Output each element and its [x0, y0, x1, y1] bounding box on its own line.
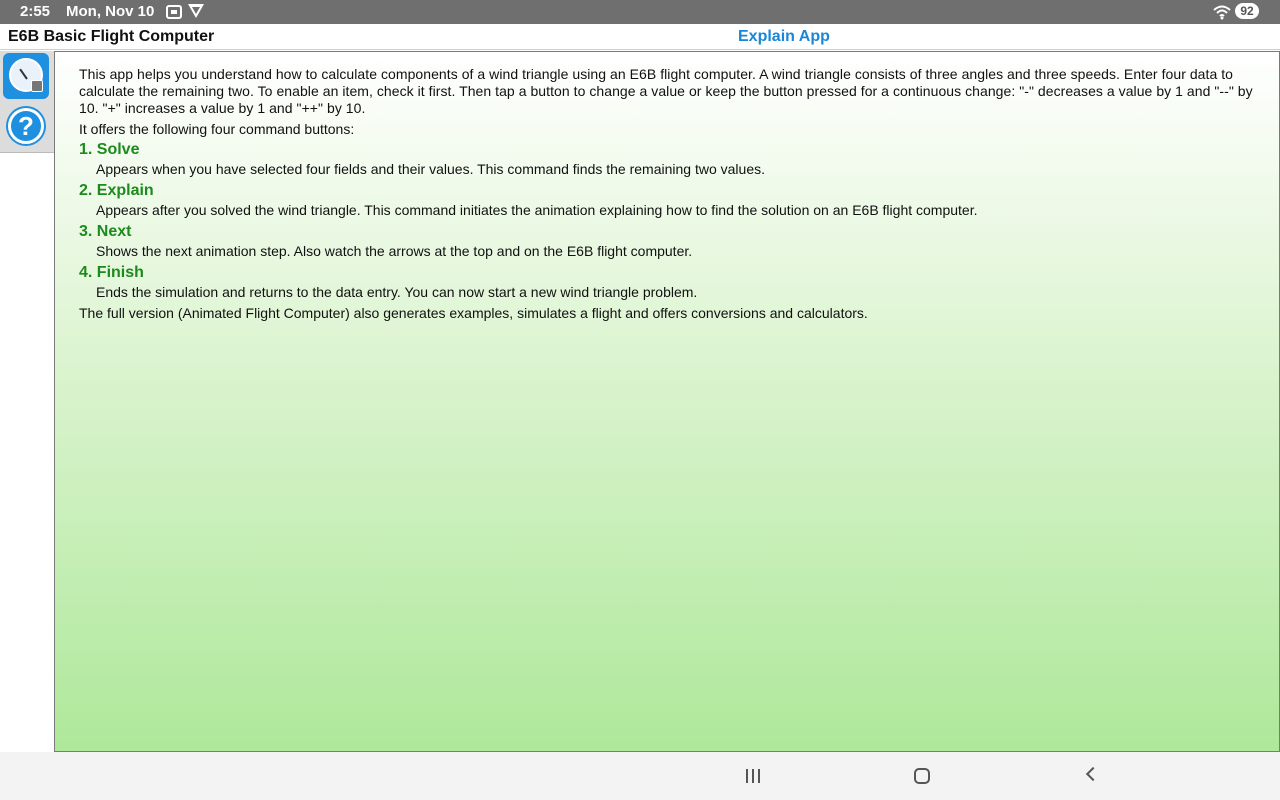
command-heading-next: 3. Next	[79, 223, 132, 240]
content-panel	[54, 51, 1280, 752]
battery-badge: 92	[1235, 3, 1259, 19]
status-bar	[0, 0, 1280, 24]
command-description-finish: Ends the simulation and returns to the data entry. You can now start a new wind triangle problem.	[96, 284, 698, 300]
screenshot-icon	[166, 5, 182, 19]
footer-paragraph: The full version (Animated Flight Computer) also generates examples, simulates a flight and offers conversions and calculators.	[79, 305, 868, 321]
vpn-shield-icon	[188, 4, 204, 18]
help-icon: ?	[8, 108, 44, 144]
command-description-explain: Appears after you solved the wind triangle. This command initiates the animation explaining how to find the solution on an E6B flight computer.	[96, 202, 978, 218]
help-button[interactable]	[3, 104, 49, 150]
navigation-bar	[0, 752, 1280, 800]
back-icon[interactable]	[1086, 767, 1100, 781]
command-description-solve: Appears when you have selected four fields and their values. This command finds the remaining two values.	[96, 161, 765, 177]
status-date: Mon, Nov 10	[66, 3, 155, 20]
home-icon[interactable]	[914, 768, 930, 784]
explain-text	[79, 66, 1269, 322]
command-heading-finish: 4. Finish	[79, 264, 144, 281]
wifi-icon	[1213, 4, 1231, 20]
command-heading-solve: 1. Solve	[79, 141, 140, 158]
flight-computer-button[interactable]	[3, 53, 49, 99]
title-bar	[0, 24, 1280, 50]
calculator-badge-icon	[31, 80, 43, 92]
command-heading-explain: 2. Explain	[79, 182, 154, 199]
status-time: 2:55	[20, 3, 51, 20]
offers-paragraph: It offers the following four command buttons:	[79, 121, 355, 137]
gauge-icon	[9, 58, 43, 92]
intro-paragraph: This app helps you understand how to calculate components of a wind triangle using an E6B flight computer. A wind triangle consists of three angles and three speeds. Enter four data to calculate the remaining two. To enable an item, check it first. Then tap a button to change a value or keep the button pressed for a continuous change: "-" decreases a value by 1 and "--" by 10. "+" increases a value by 1 and "++" by 10.	[79, 66, 1253, 116]
left-toolbar	[0, 51, 54, 153]
gauge-needle	[19, 69, 28, 80]
command-description-next: Shows the next animation step. Also watch the arrows at the top and on the E6B flight computer.	[96, 243, 693, 259]
screen-title: Explain App	[738, 28, 830, 45]
recent-apps-icon[interactable]	[744, 769, 762, 783]
app-title: E6B Basic Flight Computer	[8, 28, 215, 45]
